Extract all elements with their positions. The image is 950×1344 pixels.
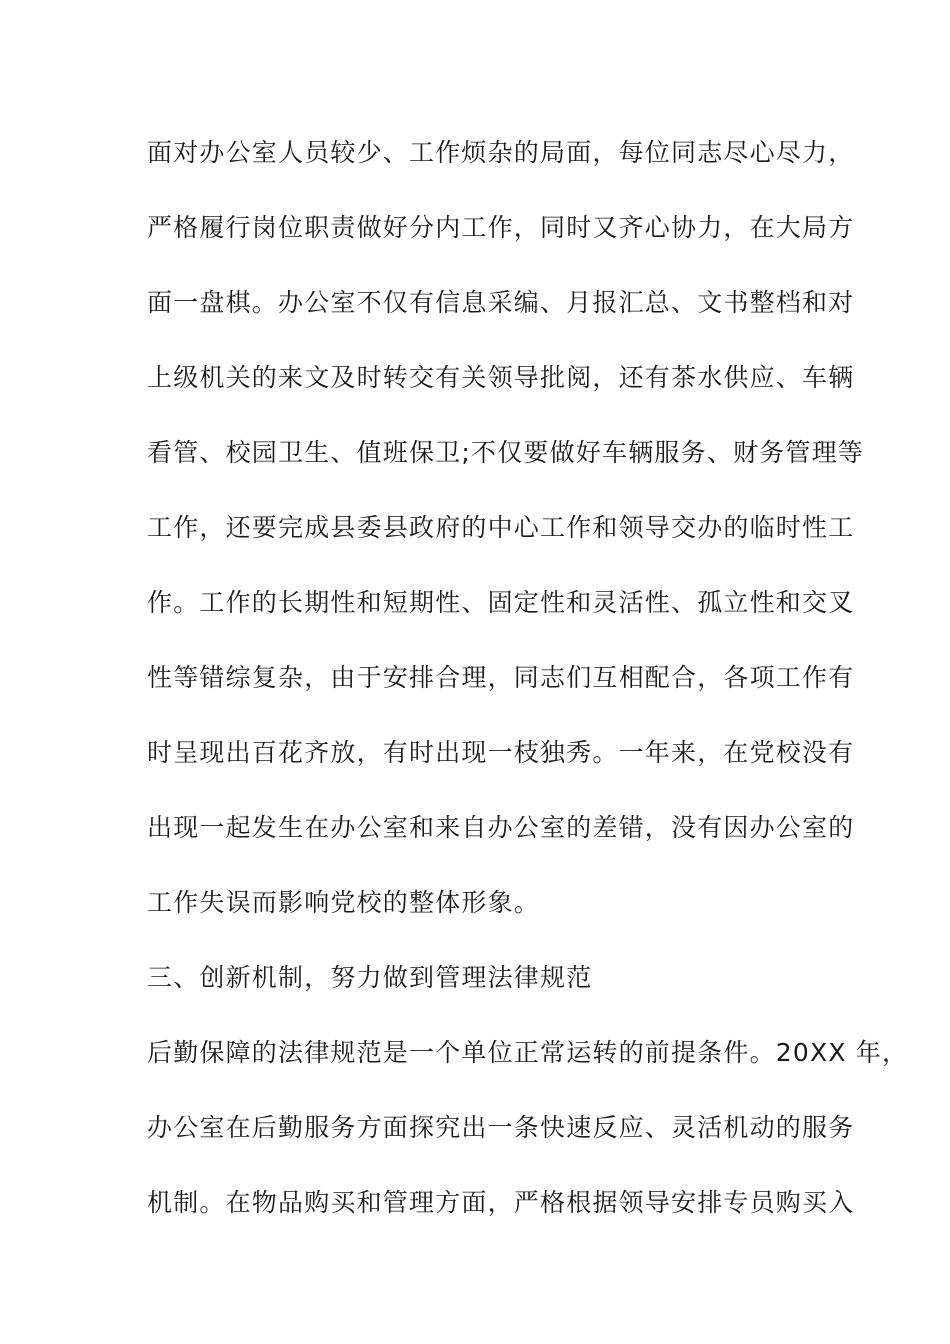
paragraph-line: 性等错综复杂，由于安排合理，同志们互相配合，各项工作有 <box>147 663 855 692</box>
paragraph-line: 工作失误而影响党校的整体形象。 <box>147 888 541 917</box>
paragraph-line: 面对办公室人员较少、工作烦杂的局面，每位同志尽心尽力， <box>147 138 855 167</box>
paragraph-line: 上级机关的来文及时转交有关领导批阅，还有茶水供应、车辆 <box>147 363 855 392</box>
paragraph-line: 面一盘棋。办公室不仅有信息采编、月报汇总、文书整档和对 <box>147 288 855 317</box>
paragraph-line: 后勤保障的法律规范是一个单位正常运转的前提条件。20XX 年， <box>147 1038 909 1067</box>
paragraph-line: 严格履行岗位职责做好分内工作，同时又齐心协力，在大局方 <box>147 213 855 242</box>
paragraph-line: 时呈现出百花齐放，有时出现一枝独秀。一年来，在党校没有 <box>147 738 855 767</box>
paragraph-line: 看管、校园卫生、值班保卫;不仅要做好车辆服务、财务管理等 <box>147 438 865 467</box>
paragraph-line: 机制。在物品购买和管理方面，严格根据领导安排专员购买入 <box>147 1188 855 1217</box>
section-heading: 三、创新机制，努力做到管理法律规范 <box>147 963 593 992</box>
paragraph-line: 办公室在后勤服务方面探究出一条快速反应、灵活机动的服务 <box>147 1113 855 1142</box>
paragraph-line: 作。工作的长期性和短期性、固定性和灵活性、孤立性和交叉 <box>147 588 855 617</box>
paragraph-line: 出现一起发生在办公室和来自办公室的差错，没有因办公室的 <box>147 813 855 842</box>
paragraph-line: 工作，还要完成县委县政府的中心工作和领导交办的临时性工 <box>147 513 855 542</box>
